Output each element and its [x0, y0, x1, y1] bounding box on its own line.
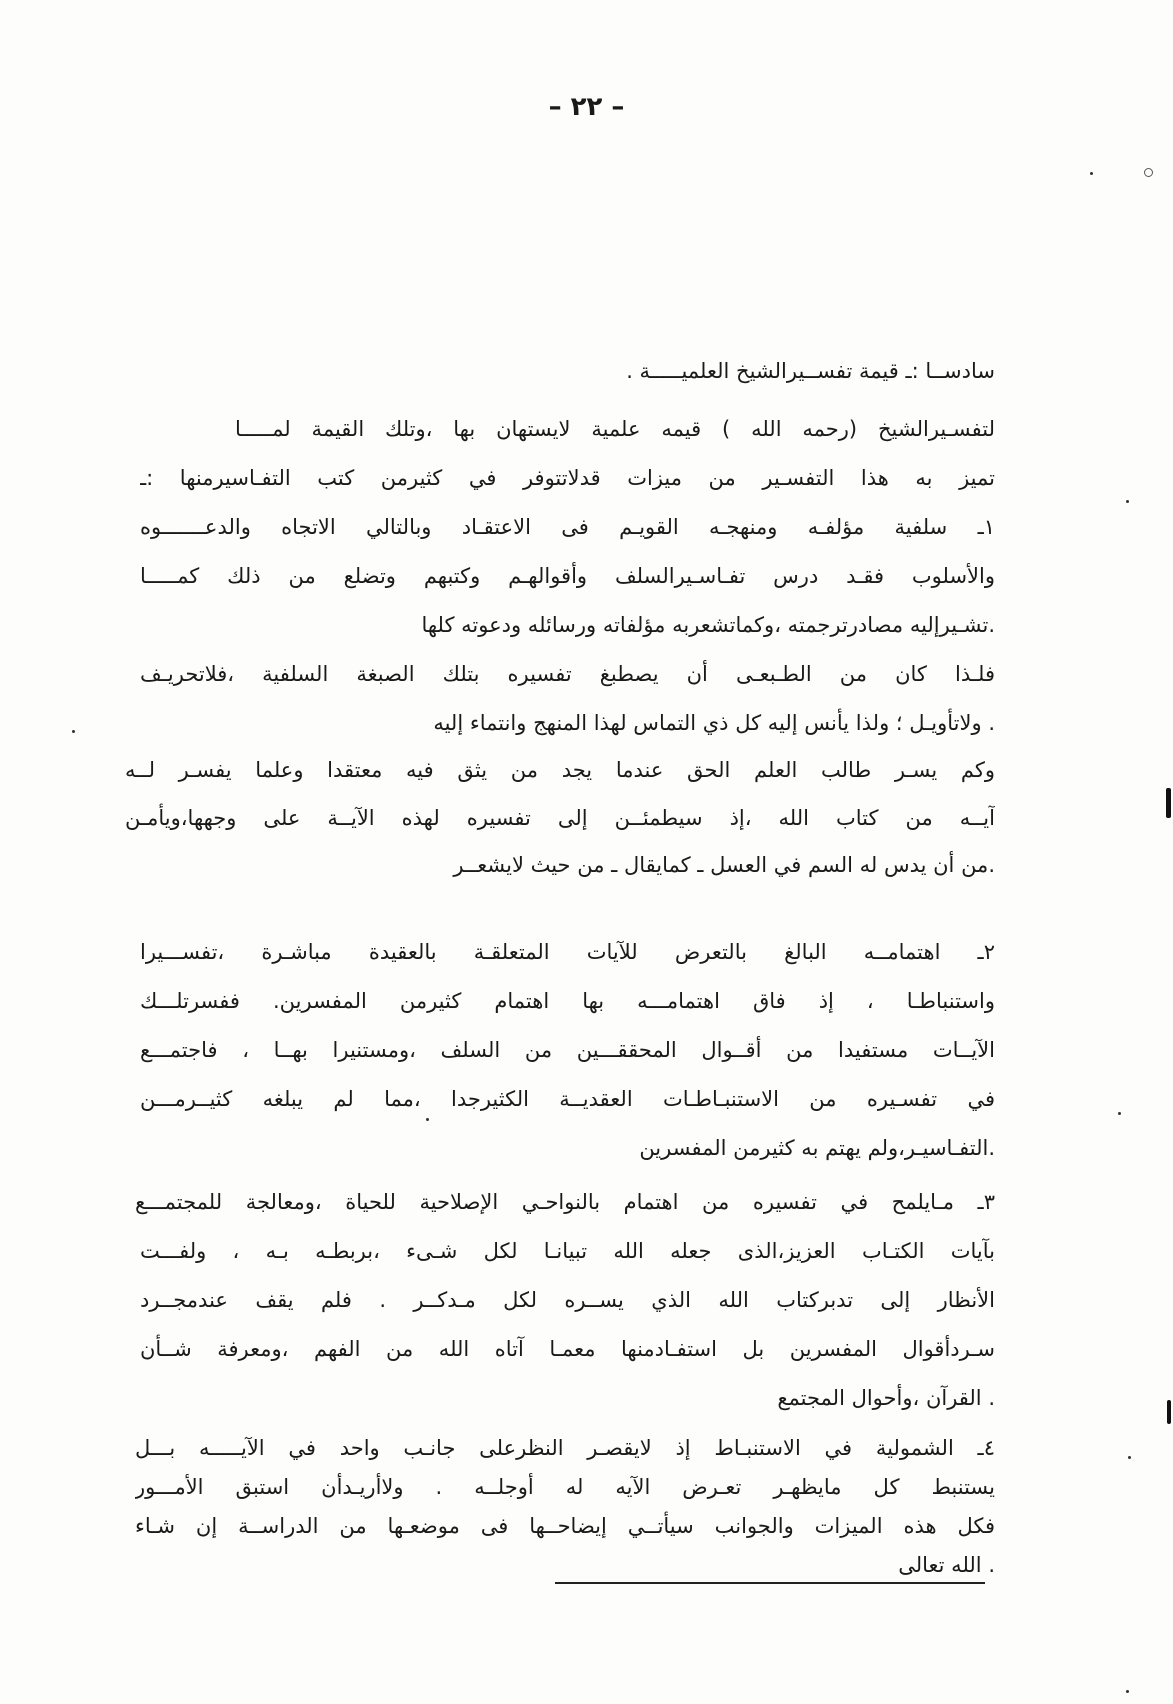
list-item-line: وكم يسـر طالب العلم الحق عندما يجد من يثق فيه معتقدا وعلما يفسـر لــه: [125, 758, 995, 782]
scan-speck: [1126, 1690, 1129, 1693]
paragraph-line: تميز به هذا التفسـير من ميزات قدلاتتوفر في كثيرمن كتب التفـاسيرمنها :ـ: [140, 466, 995, 490]
list-item-line: ٤ـ الشمولية في الاستنبـاط إذ لايقصـر النظرعلى جانـب واحد في الآيـــــه بـــل: [135, 1436, 995, 1460]
list-item-line: بآيات الكتـاب العزيز،الذى جعله الله تبيانـا لكل شـىء ،بربطـه بـه ، ولفـــت: [140, 1239, 995, 1263]
list-item-line: يستنبط كل مايظهـر تعـرض الآيه له أوجلــه . ولاأريـدأن استبق الأمـــور: [135, 1475, 995, 1499]
scan-speck: [1126, 500, 1129, 503]
scan-speck: [426, 1118, 429, 1121]
list-item-line: التفـاسيـر،ولم يهتم به كثيرمن المفسرين.: [639, 1136, 995, 1160]
scan-speck: [1128, 1456, 1131, 1459]
footnote-rule: [555, 1582, 985, 1584]
list-item-line: سـردأقوال المفسرين بل استفـادمنها معمـا آتاه الله من الفهم ،ومعرفة شــأن: [140, 1337, 995, 1361]
page-number: – ٢٢ –: [548, 92, 625, 122]
list-item-line: آيــه من كتاب الله ،إذ سيطمئــن إلى تفسيره لهذه الآيــة على وجهها،ويأمـن: [125, 806, 995, 830]
list-item-line: الأنظار إلى تدبركتاب الله الذي يســره لكل مـدكــر . فلم يقف عندمجــرد: [140, 1288, 995, 1312]
list-item-line: ولاتأويـل ؛ ولذا يأنس إليه كل ذي التماس لهذا المنهج وانتماء إليه .: [433, 711, 995, 735]
scan-edge-mark: [1167, 1400, 1171, 1424]
list-item-line: من أن يدس له السم في العسل ـ كمايقال ـ من حيث لايشعــر.: [453, 853, 995, 877]
scan-speck: [1090, 172, 1093, 175]
list-item-line: الله تعالى .: [898, 1553, 995, 1577]
list-item-line: تشـيرإليه مصادرترجمته ،وكماتشعربه مؤلفاته ورسائله ودعوته كلها.: [421, 613, 995, 637]
list-item-line: في تفسـيره من الاستنبـاطـات العقديــة الكثيرجدا ،مما لم يبلغه كثيــرمـــن: [140, 1087, 995, 1111]
list-item-line: الآيــات مستفيدا من أقــوال المحققـــين من السلف ،ومستنيرا بهــا ، فاجتمـــع: [140, 1038, 995, 1062]
scan-speck: [72, 730, 75, 733]
list-item-line: ٣ـ مـايلمح في تفسيره من اهتمام بالنواحـي الإصلاحية للحياة ،ومعالجة للمجتمـــع: [135, 1190, 995, 1214]
list-item-line: القرآن ،وأحوال المجتمع .: [777, 1386, 995, 1410]
scan-edge-mark: [1166, 788, 1171, 818]
list-item-line: ١ـ سلفية مؤلفـه ومنهجـه القويـم فى الاعتقـاد وبالتالي الاتجاه والدعـــــــوه: [140, 515, 995, 539]
list-item-line: ٢ـ اهتمامــه البالغ بالتعرض للآيات المتعلقـة بالعقيدة مباشـرة ،تفســـيرا: [140, 940, 995, 964]
list-item-line: والأسلوب فقـد درس تفـاسـيرالسلف وأقوالهـم وكتبهم وتضلع من ذلك كمـــــا: [140, 564, 995, 588]
section-heading: سادســا :ـ قيمة تفســيرالشيخ العلميـــــة .: [626, 359, 995, 383]
list-item-line: واستنباطـا ، إذ فاق اهتمامـــه بها اهتمام كثيرمن المفسرين. ففسرتلـــك: [140, 989, 995, 1013]
scan-speck: [1144, 168, 1153, 177]
scan-speck: [1118, 1112, 1121, 1115]
paragraph-line: لتفسـيرالشيخ (رحمه الله ) قيمه علمية لايستهان بها ،وتلك القيمة لمـــــا: [235, 417, 995, 441]
list-item-line: فلـذا كان من الطـبعـى أن يصطبغ تفسيره بتلك الصبغة السلفية ،فلاتحريـف: [140, 662, 995, 686]
list-item-line: فكل هذه الميزات والجوانب سيأتــي إيضاحــها فى موضعـها من الدراســة إن شـاء: [135, 1514, 995, 1538]
